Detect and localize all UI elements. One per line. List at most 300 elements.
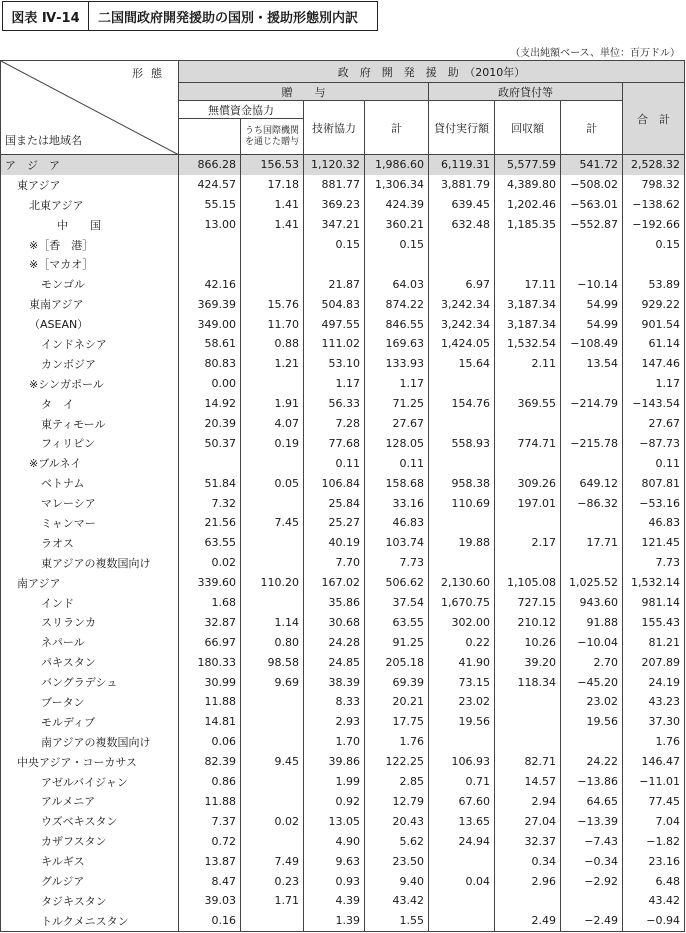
row-value: 54.99 [561,314,623,334]
row-value: 9.63 [304,851,365,871]
row-value: 8.33 [304,692,365,712]
table-row [1,891,685,911]
row-value: 61.14 [623,334,685,354]
row-value: 111.02 [304,334,365,354]
row-value [241,235,304,255]
table-row [1,792,685,812]
row-value: 42.16 [179,274,241,294]
row-value: 2.85 [365,772,429,792]
row-value: −1.82 [623,831,685,851]
row-value: 25.84 [304,493,365,513]
header-form: 形態 [132,67,170,80]
row-value: 4.07 [241,414,304,434]
row-value: 27.67 [623,414,685,434]
table-row [1,672,685,692]
row-value: 71.25 [365,394,429,414]
row-value: 981.14 [623,593,685,613]
header-subtotal-grant: 計 [365,101,429,155]
row-value: −86.32 [561,493,623,513]
corner-header [1,61,179,155]
row-value: 0.15 [304,235,365,255]
row-value: 958.38 [429,473,495,493]
row-value [429,414,495,434]
row-value: 0.02 [179,553,241,573]
row-value: 4,389.80 [495,175,561,195]
figure-title [2,1,378,31]
row-value [495,453,561,473]
table-row [1,612,685,632]
row-value: −0.34 [561,851,623,871]
row-value: −13.86 [561,772,623,792]
row-value [495,692,561,712]
row-value [561,553,623,573]
row-value: 80.83 [179,354,241,374]
row-value: −45.20 [561,672,623,692]
row-label: 中央アジア・コーカサス [1,752,179,772]
row-value [429,851,495,871]
row-value: 24.19 [623,672,685,692]
row-value: 91.88 [561,612,623,632]
row-value: 23.16 [623,851,685,871]
row-value: 0.11 [623,453,685,473]
row-value: 807.81 [623,473,685,493]
table-row [1,235,685,255]
row-value: 0.05 [241,473,304,493]
row-value: 67.60 [429,792,495,812]
table-row [1,871,685,891]
row-value [429,891,495,911]
row-value: 197.01 [495,493,561,513]
row-value: 497.55 [304,314,365,334]
row-value: 6.97 [429,274,495,294]
row-value: −10.04 [561,632,623,652]
row-value: 82.71 [495,752,561,772]
row-value: −13.39 [561,811,623,831]
row-value: 40.19 [304,533,365,553]
row-label: ラオス [1,533,179,553]
table-row [1,155,685,175]
row-value: −215.78 [561,433,623,453]
table-row [1,811,685,831]
table-row [1,473,685,493]
row-label: タジキスタン [1,891,179,911]
row-value [179,453,241,473]
row-value: −0.94 [623,911,685,931]
row-value: 15.76 [241,294,304,314]
row-value [241,732,304,752]
row-value: 632.48 [429,215,495,235]
row-value: 1,532.14 [623,573,685,593]
row-value: 7.37 [179,811,241,831]
row-value: 4.90 [304,831,365,851]
row-value: 17.18 [241,175,304,195]
row-value: 11.88 [179,792,241,812]
row-value: 3,187.34 [495,314,561,334]
row-label: フィリピン [1,433,179,453]
row-value: 3,242.34 [429,314,495,334]
row-value: 46.83 [623,513,685,533]
row-value [429,911,495,931]
row-value: 77.45 [623,792,685,812]
row-value: 9.45 [241,752,304,772]
oda-table [0,60,685,932]
row-value [495,414,561,434]
row-value: 210.12 [495,612,561,632]
row-value [241,553,304,573]
row-value: 302.00 [429,612,495,632]
row-value: 2,130.60 [429,573,495,593]
row-value [561,513,623,533]
row-value: 55.15 [179,195,241,215]
row-value: 1,670.75 [429,593,495,613]
row-value: 118.34 [495,672,561,692]
row-value: −7.43 [561,831,623,851]
row-value: 1.68 [179,593,241,613]
row-value: 4.39 [304,891,365,911]
row-value: 943.60 [561,593,623,613]
row-label: ※［マカオ］ [1,254,179,274]
header-total: 合 計 [623,83,685,155]
row-value [495,553,561,573]
row-label: インドネシア [1,334,179,354]
row-value: 0.72 [179,831,241,851]
row-label: 東南アジア [1,294,179,314]
row-value: 774.71 [495,433,561,453]
row-value: 7.45 [241,513,304,533]
row-value: 53.89 [623,274,685,294]
row-value: 41.90 [429,652,495,672]
row-value: −2.49 [561,911,623,931]
row-value: 1.99 [304,772,365,792]
row-label: 南アジア [1,573,179,593]
row-value: 309.26 [495,473,561,493]
row-value: 7.28 [304,414,365,434]
row-value: 122.25 [365,752,429,772]
table-row [1,314,685,334]
row-value: 205.18 [365,652,429,672]
row-label: 北東アジア [1,195,179,215]
row-value: 110.20 [241,573,304,593]
row-value: 9.40 [365,871,429,891]
row-value: 17.71 [561,533,623,553]
table-body [1,155,685,932]
row-value: 1,306.34 [365,175,429,195]
row-value: 43.42 [365,891,429,911]
row-value [429,254,495,274]
row-value: 0.15 [365,235,429,255]
table-row [1,453,685,473]
row-value: 2.11 [495,354,561,374]
row-value: 0.22 [429,632,495,652]
row-label: バングラデシュ [1,672,179,692]
row-label: キルギス [1,851,179,871]
table-row [1,732,685,752]
row-value: 6,119.31 [429,155,495,175]
row-value: −563.01 [561,195,623,215]
row-value: 1.41 [241,215,304,235]
row-value: 0.34 [495,851,561,871]
row-label: カンボジア [1,354,179,374]
row-value: 7.73 [623,553,685,573]
row-value [304,254,365,274]
row-value: 14.57 [495,772,561,792]
row-value: −108.49 [561,334,623,354]
row-value [495,891,561,911]
row-value: 2.17 [495,533,561,553]
row-value: −143.54 [623,394,685,414]
row-value: 103.74 [365,533,429,553]
row-value: 6.48 [623,871,685,891]
row-value: 0.06 [179,732,241,752]
row-value: 7.49 [241,851,304,871]
row-value: −552.87 [561,215,623,235]
row-label: 東アジア [1,175,179,195]
row-value: 17.75 [365,712,429,732]
row-value: 0.00 [179,374,241,394]
table-row [1,493,685,513]
row-value [179,235,241,255]
row-value [561,453,623,473]
row-value: 7.73 [365,553,429,573]
table-row [1,851,685,871]
row-value: 14.92 [179,394,241,414]
row-label: ベトナム [1,473,179,493]
row-value: 56.33 [304,394,365,414]
row-value: 39.86 [304,752,365,772]
row-value: 24.28 [304,632,365,652]
row-value: 63.55 [365,612,429,632]
row-value: 110.69 [429,493,495,513]
row-value: 63.55 [179,533,241,553]
table-row [1,593,685,613]
header-disbursed: 貸付実行額 [429,101,495,155]
row-value: 929.22 [623,294,685,314]
row-value: 1,025.52 [561,573,623,593]
row-value: 1.17 [304,374,365,394]
row-value: 798.32 [623,175,685,195]
row-value [561,891,623,911]
row-value: 504.83 [304,294,365,314]
unit-note: （支出純額ベース、単位：百万ドル） [510,48,680,59]
row-value: 0.88 [241,334,304,354]
row-value: 639.45 [429,195,495,215]
header-tech: 技術協力 [304,101,365,155]
row-label: 南アジアの複数国向け [1,732,179,752]
row-value: 33.16 [365,493,429,513]
row-label: トルクメニスタン [1,911,179,931]
table-row [1,215,685,235]
table-row [1,712,685,732]
row-value: 14.81 [179,712,241,732]
table-row [1,195,685,215]
row-value: 43.42 [623,891,685,911]
row-value: 51.84 [179,473,241,493]
row-value [561,414,623,434]
row-value [429,513,495,533]
row-value: −11.01 [623,772,685,792]
row-value: 349.00 [179,314,241,334]
row-value: 81.21 [623,632,685,652]
header-recovered: 回収額 [495,101,561,155]
row-value [241,453,304,473]
row-value: 167.02 [304,573,365,593]
row-value [241,772,304,792]
row-value: 360.21 [365,215,429,235]
row-value: −10.14 [561,274,623,294]
row-label: モンゴル [1,274,179,294]
row-value: 0.86 [179,772,241,792]
row-value: 11.70 [241,314,304,334]
row-value [495,513,561,533]
row-label: インド [1,593,179,613]
row-value: 35.86 [304,593,365,613]
row-value: 2.49 [495,911,561,931]
row-value: 58.61 [179,334,241,354]
row-value: 13.05 [304,811,365,831]
row-value: 8.47 [179,871,241,891]
row-value: 3,187.34 [495,294,561,314]
row-value: 30.99 [179,672,241,692]
row-value: 506.62 [365,573,429,593]
table-row [1,374,685,394]
row-value: 37.30 [623,712,685,732]
row-value: −2.92 [561,871,623,891]
header-loan: 政府貸付等 [429,83,623,101]
row-value: 0.16 [179,911,241,931]
row-value: 424.57 [179,175,241,195]
row-value: 21.87 [304,274,365,294]
row-value: 106.84 [304,473,365,493]
row-value: 169.63 [365,334,429,354]
row-value [241,254,304,274]
row-value: 1,986.60 [365,155,429,175]
row-value [241,831,304,851]
row-value: 15.64 [429,354,495,374]
row-value [495,374,561,394]
row-value: −53.16 [623,493,685,513]
row-value: −508.02 [561,175,623,195]
row-value: 24.94 [429,831,495,851]
row-value: 19.88 [429,533,495,553]
row-label: マレーシア [1,493,179,513]
row-value: −87.73 [623,433,685,453]
row-value: 339.60 [179,573,241,593]
row-value [495,732,561,752]
table-row [1,254,685,274]
row-value [429,374,495,394]
row-value: 32.87 [179,612,241,632]
row-label: ※［香 港］ [1,235,179,255]
row-value: 1.17 [623,374,685,394]
row-value: 2.70 [561,652,623,672]
row-value: −138.62 [623,195,685,215]
row-value: 37.54 [365,593,429,613]
row-label: ア ジ ア [1,155,179,175]
row-value: 369.39 [179,294,241,314]
table-row [1,414,685,434]
row-value [561,732,623,752]
row-label: タ イ [1,394,179,414]
row-value: 7.04 [623,811,685,831]
table-row [1,692,685,712]
row-value: 1.55 [365,911,429,931]
row-value [561,254,623,274]
row-value: 25.27 [304,513,365,533]
row-label: パキスタン [1,652,179,672]
row-value: 156.53 [241,155,304,175]
row-value: 17.11 [495,274,561,294]
row-value: 27.04 [495,811,561,831]
row-value: 146.47 [623,752,685,772]
row-label: ミャンマー [1,513,179,533]
row-value: 77.68 [304,433,365,453]
row-value: 128.05 [365,433,429,453]
row-value: 64.03 [365,274,429,294]
header-grant-aid: 無償資金協力 [179,101,304,119]
row-label: グルジア [1,871,179,891]
row-value: 846.55 [365,314,429,334]
row-label: スリランカ [1,612,179,632]
row-value: 5.62 [365,831,429,851]
row-value: 1.41 [241,195,304,215]
row-value: 1.39 [304,911,365,931]
row-value: 98.58 [241,652,304,672]
row-value: 0.80 [241,632,304,652]
row-value: 69.39 [365,672,429,692]
row-value: 881.77 [304,175,365,195]
row-value: 0.15 [623,235,685,255]
row-value: 53.10 [304,354,365,374]
row-value: 20.39 [179,414,241,434]
row-value: 46.83 [365,513,429,533]
row-value: 13.65 [429,811,495,831]
row-value: 1,120.32 [304,155,365,175]
row-value: 39.20 [495,652,561,672]
row-value [241,911,304,931]
row-value: 1.70 [304,732,365,752]
row-value: 1,202.46 [495,195,561,215]
row-value: 0.04 [429,871,495,891]
row-value: 10.26 [495,632,561,652]
header-grant-aid-sub [179,119,241,155]
row-value [241,692,304,712]
row-label: ブータン [1,692,179,712]
row-value [179,254,241,274]
row-value [241,712,304,732]
row-label: 中 国 [1,215,179,235]
row-value: 106.93 [429,752,495,772]
row-label: アゼルバイジャン [1,772,179,792]
table-row [1,274,685,294]
figure-number: 図表 Ⅳ-14 [3,2,89,30]
figure-caption: 二国間政府開発援助の国別・援助形態別内訳 [98,10,359,26]
row-value [561,374,623,394]
row-value: 2,528.32 [623,155,685,175]
row-value: 12.79 [365,792,429,812]
row-value: 1.21 [241,354,304,374]
row-value: 1,105.08 [495,573,561,593]
row-value: 64.65 [561,792,623,812]
row-label: ウズベキスタン [1,811,179,831]
row-value: 2.94 [495,792,561,812]
table-row [1,632,685,652]
header-subtotal-loan: 計 [561,101,623,155]
row-value: 73.15 [429,672,495,692]
row-value: 19.56 [429,712,495,732]
row-value: 369.55 [495,394,561,414]
row-value [429,453,495,473]
row-value [241,374,304,394]
